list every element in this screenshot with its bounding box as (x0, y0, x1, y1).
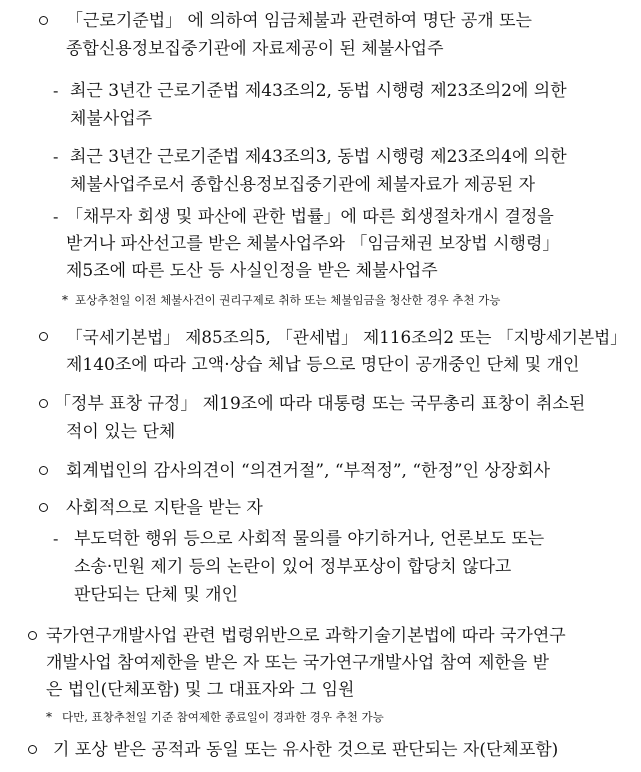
item-line: 최근 3년간 근로기준법 제43조의2, 동법 시행령 제23조의2에 의한 (70, 81, 567, 101)
item-line: 회계법인의 감사의견이 “의견거절”, “부적정”, “한정”인 상장회사 (66, 461, 551, 481)
circle-bullet-icon (39, 503, 48, 512)
dash-bullet-icon: - (53, 529, 59, 548)
item-line: 은 법인(단체포함) 및 그 대표자와 그 임원 (46, 680, 355, 700)
item-line: 「채무자 회생 및 파산에 관한 법률」에 따른 회생절차개시 결정을 (66, 207, 554, 227)
item-line: 적이 있는 단체 (66, 422, 176, 442)
circle-bullet-icon (39, 16, 48, 25)
circle-bullet-icon (28, 631, 37, 640)
asterisk-icon: * (62, 293, 68, 307)
dash-bullet-icon: - (53, 207, 59, 226)
item-line: 부도덕한 행위 등으로 사회적 물의를 야기하거나, 언론보도 또는 (74, 529, 545, 549)
dash-bullet-icon: - (53, 81, 59, 100)
item-line: 「근로기준법」 에 의하여 임금체불과 관련하여 명단 공개 또는 (66, 11, 532, 31)
item-line: 체불사업주 (70, 109, 153, 129)
item-line: 판단되는 단체 및 개인 (74, 585, 239, 605)
item-line: 제5조에 따른 도산 등 사실인정을 받은 체불사업주 (66, 261, 438, 281)
item-line: 「국세기본법」 제85조의5, 「관세법」 제116조의2 또는 「지방세기본법」 (66, 327, 627, 347)
circle-bullet-icon (28, 745, 37, 754)
item-line: 소송·민원 제기 등의 논란이 있어 정부포상이 합당치 않다고 (74, 557, 512, 577)
item-line: 사회적으로 지탄을 받는 자 (66, 498, 263, 518)
item-line: 체불사업주로서 종합신용정보집중기관에 체불자료가 제공된 자 (70, 175, 536, 195)
item-line: 기 포상 받은 공적과 동일 또는 유사한 것으로 판단되는 자(단체포함) (53, 740, 559, 760)
item-line: 제140조에 따라 고액·상습 체납 등으로 명단이 공개중인 단체 및 개인 (66, 355, 580, 375)
item-line: 종합신용정보집중기관에 자료제공이 된 체불사업주 (66, 39, 444, 59)
item-line: 받거나 파산선고를 받은 체불사업주와 「임금채권 보장법 시행령」 (66, 234, 560, 254)
asterisk-icon: * (46, 710, 52, 724)
item-line: 최근 3년간 근로기준법 제43조의3, 동법 시행령 제23조의4에 의한 (70, 147, 567, 167)
circle-bullet-icon (39, 332, 48, 341)
item-line: 국가연구개발사업 관련 법령위반으로 과학기술기본법에 따라 국가연구 (46, 626, 566, 646)
item-line: 개발사업 참여제한을 받은 자 또는 국가연구개발사업 참여 제한을 받 (46, 653, 550, 673)
circle-bullet-icon (39, 399, 48, 408)
item-line: 「정부 표창 규정」 제19조에 따라 대통령 또는 국무총리 표창이 취소된 (54, 394, 586, 414)
note-line: 다만, 표창추천일 기준 참여제한 종료일이 경과한 경우 추천 가능 (62, 710, 384, 724)
dash-bullet-icon: - (53, 147, 59, 166)
note-line: 포상추천일 이전 체불사건이 권리구제로 취하 또는 체불임금을 청산한 경우 추천 가능 (75, 293, 501, 307)
circle-bullet-icon (39, 466, 48, 475)
